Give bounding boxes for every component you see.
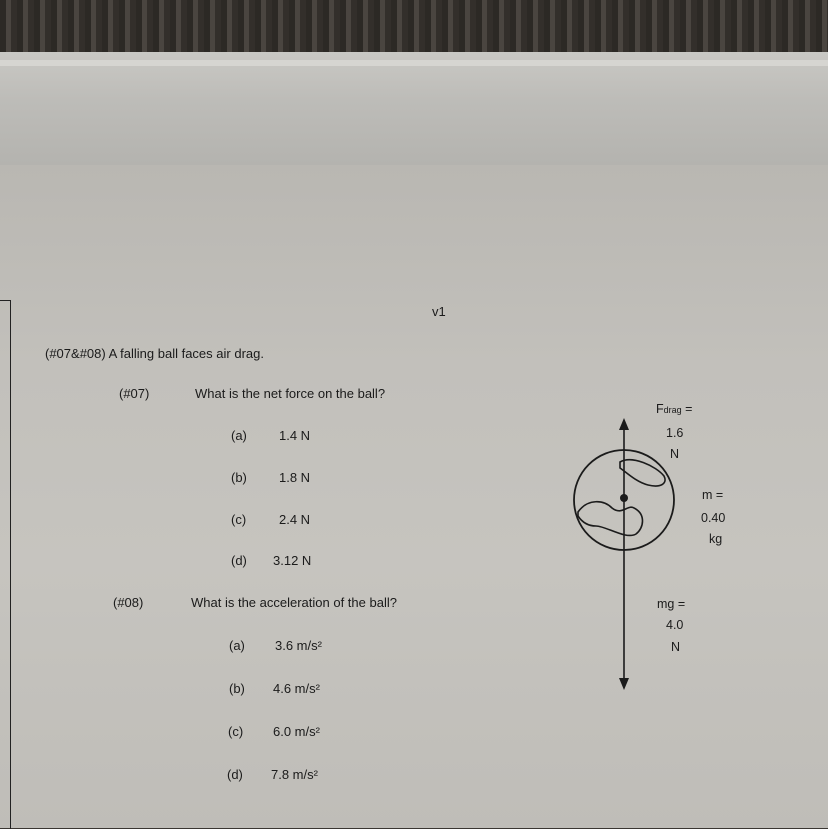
q08-question: What is the acceleration of the ball? — [191, 595, 397, 610]
weight-value: 4.0 — [666, 618, 684, 632]
q08-choice-a-letter: (a) — [229, 638, 245, 653]
q08-choice-b-letter: (b) — [229, 681, 245, 696]
mass-value: 0.40 — [701, 511, 726, 525]
q08-choice-a-value: 3.6 m/s² — [275, 638, 322, 653]
q07-number: (#07) — [119, 386, 150, 401]
ball-seam-bottom — [578, 502, 643, 536]
fdrag-label: Fdrag = — [656, 402, 693, 416]
q07-choice-c-letter: (c) — [231, 512, 247, 527]
q08-choice-c-letter: (c) — [228, 724, 244, 739]
fdrag-unit: N — [670, 447, 680, 461]
down-arrow-head — [619, 678, 629, 690]
q08-choice-d-letter: (d) — [227, 767, 243, 782]
weight-unit: N — [671, 640, 681, 654]
fdrag-value: 1.6 — [666, 426, 684, 440]
q07-choice-d-letter: (d) — [231, 553, 247, 568]
mass-label: m = — [702, 488, 724, 502]
q07-choice-a-letter: (a) — [231, 428, 247, 443]
problem-header: (#07&#08) A falling ball faces air drag. — [45, 346, 264, 361]
q08-number: (#08) — [113, 595, 144, 610]
weight-label: mg = — [657, 597, 686, 611]
q08-choice-d-value: 7.8 m/s² — [271, 767, 318, 782]
q07-choice-c-value: 2.4 N — [279, 512, 311, 527]
ball-center-dot — [620, 494, 628, 502]
version-label: v1 — [432, 304, 446, 319]
q08-choice-c-value: 6.0 m/s² — [273, 724, 320, 739]
q07-choice-d-value: 3.12 N — [273, 553, 312, 568]
q07-question: What is the net force on the ball? — [195, 386, 386, 401]
fdrag-subscript: drag — [663, 405, 682, 415]
mass-unit: kg — [709, 532, 723, 546]
up-arrow-head — [619, 418, 629, 430]
q07-choice-b-value: 1.8 N — [279, 470, 311, 485]
q07-choice-b-letter: (b) — [231, 470, 247, 485]
q07-choice-a-value: 1.4 N — [279, 428, 311, 443]
q08-choice-b-value: 4.6 m/s² — [273, 681, 320, 696]
